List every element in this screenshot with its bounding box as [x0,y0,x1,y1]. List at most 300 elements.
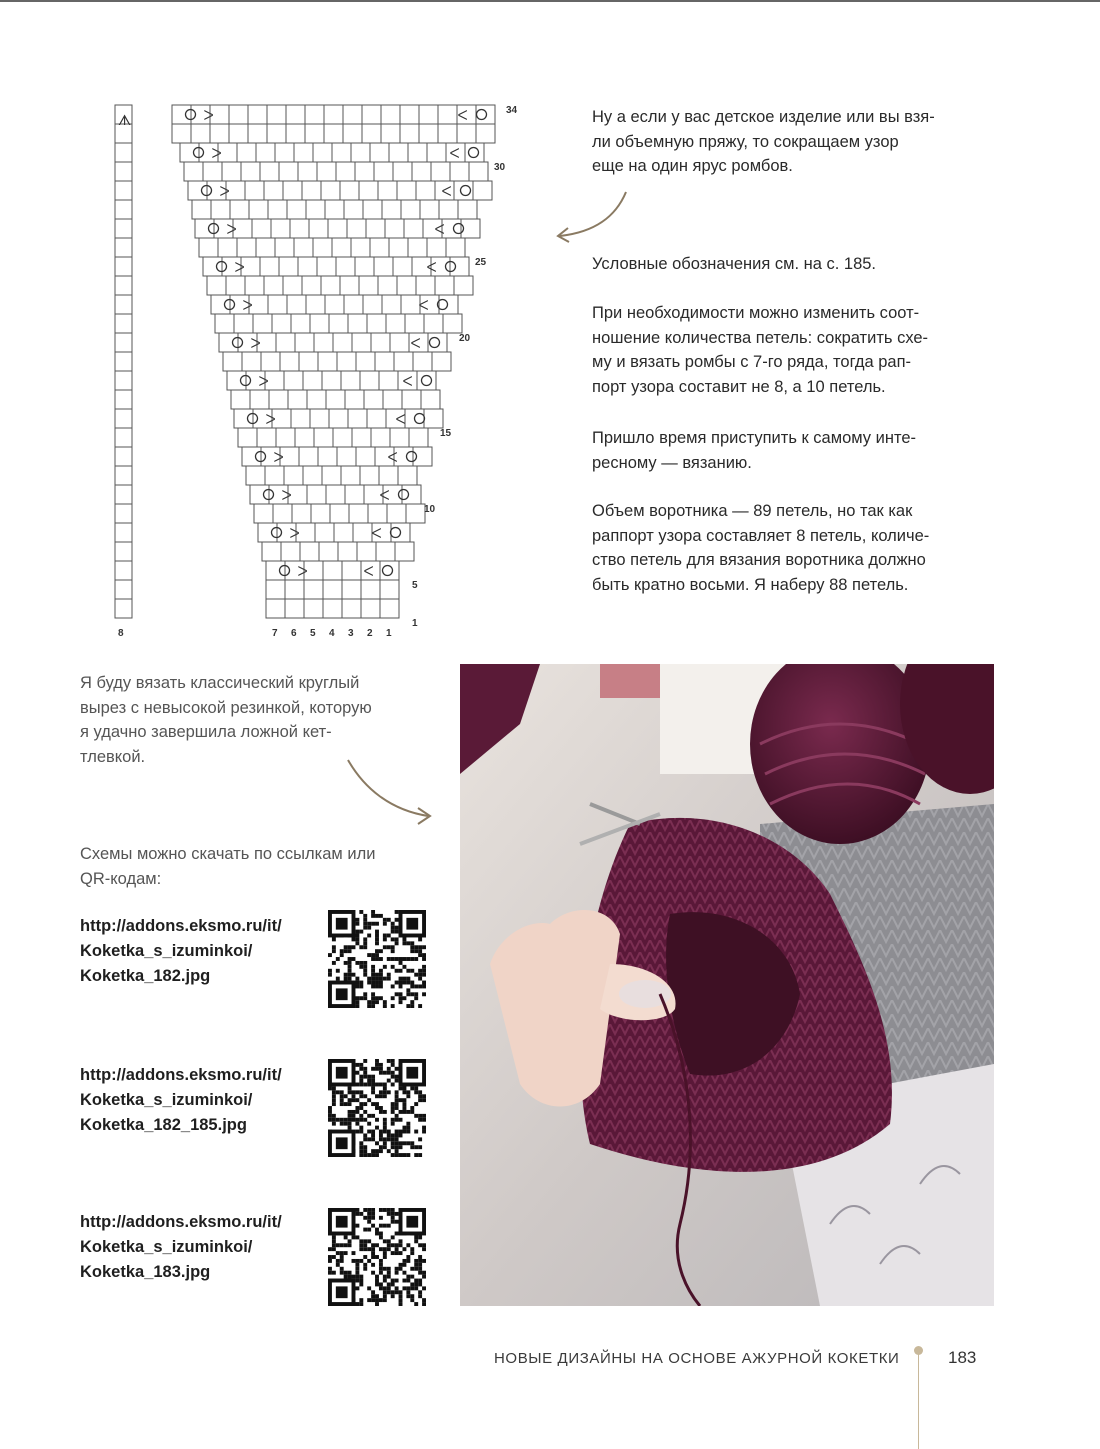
grid-cell [115,143,132,162]
grid-cell [344,200,363,219]
grid-cell [286,124,305,143]
grid-cell [324,105,343,124]
grid-cell [342,561,361,580]
grid-cell [386,314,405,333]
row-label: 10 [424,504,436,515]
grid-cell [321,276,340,295]
grid-cell [356,447,375,466]
chart-grid [115,105,495,618]
grid-cell [393,257,412,276]
grid-cell [431,162,450,181]
grid-cell [115,276,132,295]
grid-cell [203,162,222,181]
yarn-over-symbol [477,110,487,120]
grid-cell [359,276,378,295]
grid-cell [325,200,344,219]
grid-cell [284,466,303,485]
grid-cell [347,219,366,238]
grid-cell [248,105,267,124]
grid-cell [378,276,397,295]
grid-cell [469,162,488,181]
grid-cell [363,295,382,314]
grid-cell [336,162,355,181]
grid-cell [302,181,321,200]
grid-cell [276,428,295,447]
grid-cell [390,333,409,352]
grid-cell [337,352,356,371]
grid-cell [271,219,290,238]
grid-cell [184,162,203,181]
grid-cell [307,390,326,409]
grid-cell [115,314,132,333]
grid-cell [115,409,132,428]
grid-cell [326,485,345,504]
grid-cell [363,200,382,219]
decrease-symbol: ᐳ [203,107,214,123]
grid-cell [380,599,399,618]
decrease-symbol: ᐳ [242,297,253,313]
grid-cell [307,485,326,504]
page-number: 183 [948,1348,977,1367]
grid-cell [115,181,132,200]
grid-cell [374,162,393,181]
grid-cell [353,523,372,542]
yarn-over-symbol [422,376,432,386]
yarn-over-symbol [383,566,393,576]
grid-cell [283,181,302,200]
grid-cell [439,295,458,314]
grid-cell [191,124,210,143]
column-label: 5 [310,628,316,639]
yarn-over-symbol [430,338,440,348]
grid-cell [115,428,132,447]
grid-cell [115,162,132,181]
curved-arrow-icon [344,754,436,826]
grid-cell [310,409,329,428]
grid-cell [349,504,368,523]
grid-cell [262,542,281,561]
grid-cell [237,238,256,257]
grid-cell [329,409,348,428]
grid-cell [395,542,414,561]
grid-cell [115,447,132,466]
grid-cell [338,542,357,561]
ratio-paragraph: При необходимости можно изменить соот- ношение количества петель: сократить схе- му и вязать ромбы с 7-го ряда, тогда рап- порт узора составит не 8, а 10 петель. [592,304,929,396]
grid-cell [242,352,261,371]
grid-cell [401,295,420,314]
grid-cell [266,561,285,580]
grid-cell [264,181,283,200]
grid-cell [378,181,397,200]
grid-cell [250,485,269,504]
grid-cell [303,371,322,390]
grid-cell [323,599,342,618]
grid-cell [313,238,332,257]
knitting-photo [460,664,994,1306]
grid-cell [290,219,309,238]
decrease-symbol: ᐸ [402,373,413,389]
grid-cell [408,143,427,162]
grid-cell [261,352,280,371]
grid-cell [371,428,390,447]
grid-cell [343,105,362,124]
grid-cell [439,200,458,219]
grid-cell [390,428,409,447]
grid-cell [305,105,324,124]
grid-cell [267,105,286,124]
grid-cell [340,181,359,200]
grid-cell [276,333,295,352]
side-column-label: 8 [118,628,124,639]
grid-cell [305,124,324,143]
grid-cell [352,333,371,352]
grid-cell [207,276,226,295]
grid-cell [381,124,400,143]
grid-cell [272,314,291,333]
column-label: 7 [272,628,278,639]
column-label: 1 [386,628,392,639]
grid-cell [336,257,355,276]
grid-cell [368,504,387,523]
row-label: 25 [475,257,487,268]
grid-cell [273,504,292,523]
grid-cell [457,124,476,143]
grid-cell [326,390,345,409]
decrease-symbol: ᐸ [418,297,429,313]
decrease-symbol: ᐸ [426,259,437,275]
grid-cell [115,219,132,238]
grid-cell [424,409,443,428]
grid-cell [409,428,428,447]
grid-cell [234,409,253,428]
row-label: 34 [506,105,518,116]
grid-cell [303,466,322,485]
grid-cell [379,466,398,485]
grid-cell [295,333,314,352]
grid-cell [199,238,218,257]
grid-cell [329,314,348,333]
grid-cell [275,238,294,257]
top-border [0,0,1100,2]
grid-cell [323,580,342,599]
grid-cell [314,333,333,352]
knitting-chart [100,100,540,640]
grid-cell [283,276,302,295]
grid-cell [416,181,435,200]
grid-cell [334,523,353,542]
grid-cell [348,409,367,428]
grid-cell [443,314,462,333]
grid-cell [357,542,376,561]
qr-code-icon[interactable] [328,1059,426,1157]
grid-cell [458,200,477,219]
grid-cell [476,105,495,124]
grid-cell [344,295,363,314]
grid-cell [421,390,440,409]
grid-cell [286,105,305,124]
grid-cell [322,371,341,390]
grid-cell [419,105,438,124]
decrease-symbol: ᐳ [234,259,245,275]
grid-cell [218,238,237,257]
grid-cell [299,352,318,371]
grid-cell [387,504,406,523]
grid-cell [222,162,241,181]
grid-cell [115,504,132,523]
grid-cell [249,200,268,219]
grid-cell [340,276,359,295]
grid-cell [195,219,214,238]
qr-code-icon[interactable] [328,910,426,1008]
grid-cell [295,428,314,447]
column-label: 3 [348,628,354,639]
grid-cell [370,143,389,162]
grid-cell [371,333,390,352]
yarn-over-symbol [454,224,464,234]
grid-cell [229,105,248,124]
grid-cell [256,238,275,257]
grid-cell [332,143,351,162]
grid-cell [115,561,132,580]
decrease-symbol: ᐳ [219,183,230,199]
grid-cell [310,314,329,333]
grid-cell [115,238,132,257]
grid-cell [245,276,264,295]
grid-cell [370,238,389,257]
grid-cell [398,466,417,485]
decrease-symbol: ᐸ [449,145,460,161]
decrease-symbol: ᐸ [363,563,374,579]
grid-cell [328,219,347,238]
grid-cell [400,124,419,143]
grid-cell [267,124,286,143]
grid-cell [424,314,443,333]
decrease-symbol: ᐳ [297,563,308,579]
grid-cell [401,200,420,219]
intro-paragraph: Ну а если у вас детское изделие или вы взя- ли объемную пряжу, то сокращаем узор еще на один ярус ромбов. [592,108,935,175]
grid-cell [241,162,260,181]
yarn-over-symbol [399,490,409,500]
grid-cell [322,466,341,485]
grid-cell [380,580,399,599]
grid-cell [438,124,457,143]
yarn-over-symbol [461,186,471,196]
grid-cell [318,352,337,371]
grid-cell [355,162,374,181]
grid-cell [389,143,408,162]
grid-cell [180,143,199,162]
grid-cell [348,314,367,333]
footer-rule [918,1352,919,1449]
grid-cell [285,580,304,599]
grid-cell [341,466,360,485]
grid-cell [333,333,352,352]
grid-cell [288,390,307,409]
grid-cell [351,238,370,257]
grid-cell [252,219,271,238]
grid-cell [258,523,277,542]
grid-cell [306,295,325,314]
grid-cell [238,428,257,447]
grid-cell [245,181,264,200]
grid-cell [361,580,380,599]
grid-cell [360,371,379,390]
grid-cell [337,447,356,466]
grid-cell [317,162,336,181]
grid-cell [298,162,317,181]
grid-cell [362,124,381,143]
grid-cell [442,219,461,238]
grid-cell [250,390,269,409]
grid-cell [332,238,351,257]
grid-cell [428,333,447,352]
grid-cell [266,580,285,599]
grid-cell [367,409,386,428]
grid-cell [264,276,283,295]
grid-cell [265,466,284,485]
grid-cell [300,542,319,561]
grid-cell [115,523,132,542]
grid-cell [382,200,401,219]
grid-cell [268,295,287,314]
grid-cell [269,390,288,409]
grid-cell [405,314,424,333]
yarn-over-symbol [469,148,479,158]
grid-cell [115,542,132,561]
grid-cell [383,390,402,409]
grid-cell [285,599,304,618]
grid-cell [315,523,334,542]
grid-cell [311,504,330,523]
grid-cell [304,580,323,599]
grid-cell [364,390,383,409]
grid-cell [323,561,342,580]
grid-cell [385,219,404,238]
grid-cell [291,409,310,428]
grid-cell [362,105,381,124]
grid-cell [115,200,132,219]
decrease-symbol: ᐳ [273,449,284,465]
grid-cell [367,314,386,333]
grid-cell [402,485,421,504]
grid-cell [438,105,457,124]
grid-cell [314,428,333,447]
grid-cell [219,333,238,352]
grid-cell [115,580,132,599]
grid-cell [313,143,332,162]
grid-cell [188,181,207,200]
grid-cell [454,276,473,295]
grid-cell [257,428,276,447]
grid-cell [381,105,400,124]
grid-cell [374,257,393,276]
grid-cell [359,181,378,200]
grid-cell [412,162,431,181]
grid-cell [275,143,294,162]
decrease-symbol: ᐳ [265,411,276,427]
grid-cell [248,124,267,143]
decrease-symbol: ᐸ [441,183,452,199]
grid-cell [419,124,438,143]
grid-cell [242,447,261,466]
grid-cell [215,314,234,333]
grid-cell [284,371,303,390]
decrease-symbol: ᐳ [258,373,269,389]
grid-cell [306,200,325,219]
grid-cell [417,371,436,390]
grid-cell [291,314,310,333]
grid-cell [256,143,275,162]
yarn-over-symbol [415,414,425,424]
grid-cell [389,238,408,257]
grid-cell [318,447,337,466]
grid-cell [473,181,492,200]
grid-cell [432,352,451,371]
grid-cell [260,162,279,181]
grid-cell [366,219,385,238]
scheme-link-2[interactable]: http://addons.eksmo.ru/it/ Koketka_s_izuminkoi/ Koketka_182_185.jpg [80,1066,282,1134]
grid-cell [413,352,432,371]
grid-cell [172,124,191,143]
grid-cell [172,105,191,124]
grid-cell [402,390,421,409]
grid-cell [237,143,256,162]
decrease-symbol: ᐸ [387,449,398,465]
grid-cell [294,143,313,162]
grid-cell [382,295,401,314]
grid-cell [352,428,371,447]
yarn-over-symbol [391,528,401,538]
row-label: 15 [440,428,452,439]
grid-cell [355,257,374,276]
decrease-symbol: ᐳ [226,221,237,237]
decrease-symbol: ᐳ [289,525,300,541]
grid-cell [292,504,311,523]
column-label: 4 [329,628,335,639]
grid-cell [446,238,465,257]
qr-code-icon[interactable] [328,1208,426,1306]
grid-cell [321,181,340,200]
grid-cell [342,599,361,618]
grid-cell [397,276,416,295]
grid-cell [115,485,132,504]
grid-cell [360,466,379,485]
decrease-symbol: ᐳ [281,487,292,503]
time-paragraph: Пришло время приступить к самому инте- ресному — вязанию. [592,429,916,472]
grid-cell [260,257,279,276]
grid-cell [319,542,338,561]
scheme-link-1[interactable]: http://addons.eksmo.ru/it/ Koketka_s_izuminkoi/ Koketka_182.jpg [80,917,282,985]
grid-cell [234,314,253,333]
decrease-symbol: ᐸ [371,525,382,541]
grid-cell [304,599,323,618]
grid-cell [317,257,336,276]
volume-paragraph: Объем воротника — 89 петель, но так как раппорт узора составляет 8 петель, количе- ство петель для вязания воротника должно быть кратно восьми. Я наберу 88 петель. [592,502,930,594]
row-label: 20 [459,333,471,344]
grid-cell [115,352,132,371]
grid-cell [330,504,349,523]
grid-cell [211,200,230,219]
grid-cell [408,238,427,257]
scheme-link-3[interactable]: http://addons.eksmo.ru/it/ Koketka_s_izuminkoi/ Koketka_183.jpg [80,1213,282,1281]
grid-cell [231,390,250,409]
grid-cell [427,143,446,162]
grid-cell [400,105,419,124]
grid-cell [324,124,343,143]
grid-cell [406,504,425,523]
grid-cell [287,295,306,314]
row-label: 30 [494,162,506,173]
